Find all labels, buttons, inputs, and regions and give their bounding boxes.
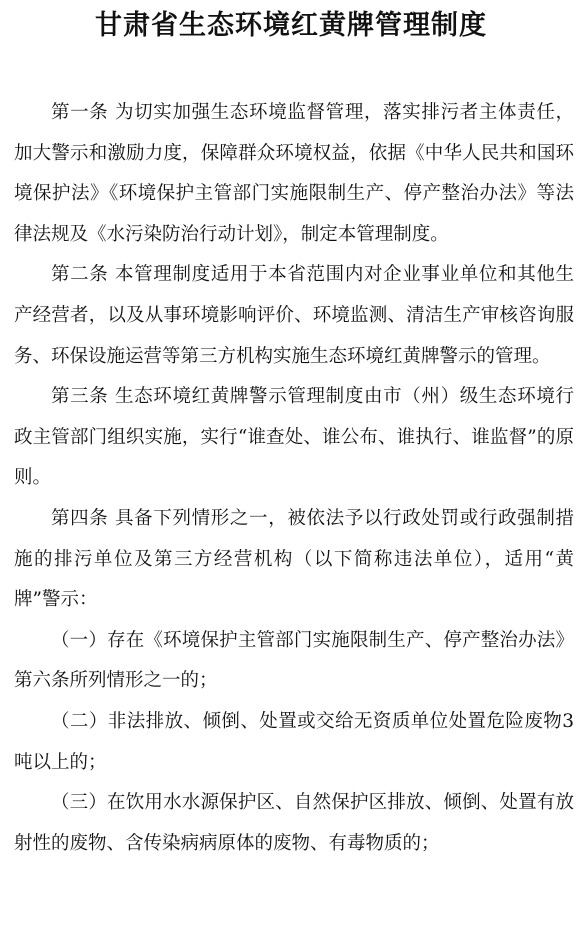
article-3-paragraph: 第三条 生态环境红黄牌警示管理制度由市（州）级生态环境行政主管部门组织实施，实行“谁查处、谁公布、谁执行、谁监督”的原则。 xyxy=(14,386,574,489)
article-4-item-1: （一）存在《环境保护主管部门实施限制生产、停产整治办法》第六条所列情形之一的； xyxy=(14,629,574,692)
document-title: 甘肃省生态环境红黄牌管理制度 xyxy=(95,10,487,41)
article-4-item-2: （二）非法排放、倾倒、处置或交给无资质单位处置危险废物3吨以上的； xyxy=(14,710,574,773)
article-4-paragraph: 第四条 具备下列情形之一，被依法予以行政处罚或行政强制措施的排污单位及第三方经营机构（以下简称违法单位），适用“黄牌”警示： xyxy=(14,507,574,611)
document-body xyxy=(14,93,574,864)
article-2-paragraph: 第二条 本管理制度适用于本省范围内对企业事业单位和其他生产经营者，以及从事环境影响评价、环境监测、清洁生产审核咨询服务、环保设施运营等第三方机构实施生态环境红黄牌警示的管理。 xyxy=(14,264,574,367)
article-1-paragraph: 第一条 为切实加强生态环境监督管理，落实排污者主体责任，加大警示和激励力度，保障群众环境权益，依据《中华人民共和国环境保护法》《环境保护主管部门实施限制生产、停产整治办法》等法律法规及《水污染防治行动计划》，制定本管理制度。 xyxy=(14,102,574,245)
article-4-item-3: （三）在饮用水水源保护区、自然保护区排放、倾倒、处置有放射性的废物、含传染病病原体的废物、有毒物质的； xyxy=(14,792,574,854)
